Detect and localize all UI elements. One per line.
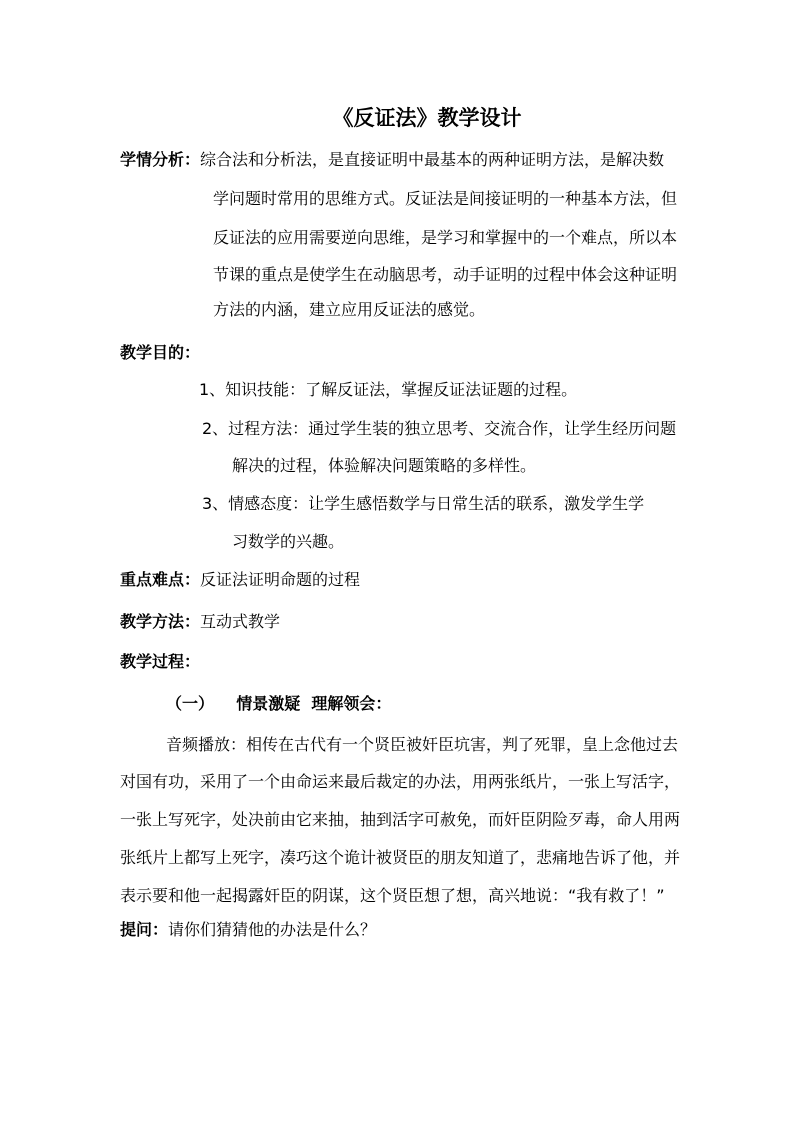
objective-3-line-2: 习数学的兴趣。 (232, 532, 345, 551)
document-title (0, 104, 794, 132)
student-analysis-line-2: 学问题时常用的思维方式。反证法是间接证明的一种基本方法，但 (213, 189, 678, 208)
objective-1-line-1: 1、知识技能：了解反证法，掌握反证法证题的过程。 (199, 380, 578, 399)
key-points-line (120, 570, 360, 590)
objectives-label: 教学目的： (120, 343, 201, 362)
student-analysis-line-1 (120, 150, 664, 170)
student-analysis-line-5: 方法的内涵，建立应用反证法的感觉。 (213, 300, 486, 319)
method-text: 互动式教学 (200, 612, 281, 631)
question-text: 请你们猜猜他的办法是什么？ (168, 920, 377, 939)
process-label: 教学过程： (120, 652, 201, 671)
method-label: 教学方法： (120, 612, 201, 631)
question-line (120, 920, 376, 940)
key-points-text: 反证法证明命题的过程 (200, 570, 361, 589)
process-paragraph-line-2: 对国有功，采用了一个由命运来最后裁定的办法，用两张纸片，一张上写活字， (120, 772, 681, 791)
process-paragraph-line-3: 一张上写死字，处决前由它来抽，抽到活字可赦免，而奸臣阴险歹毒，命人用两 (120, 810, 681, 829)
objective-2-line-1: 2、过程方法：通过学生装的独立思考、交流合作，让学生经历问题 (202, 419, 677, 438)
question-label: 提问： (120, 920, 169, 939)
process-section-heading: （一） 情景激疑 理解领会： (166, 694, 392, 713)
student-analysis-line-4: 节课的重点是使学生在动脑思考，动手证明的过程中体会这种证明 (213, 265, 678, 284)
objective-2-line-2: 解决的过程，体验解决问题策略的多样性。 (232, 456, 537, 475)
objective-3-line-1: 3、情感态度：让学生感悟数学与日常生活的联系，激发学生学 (202, 494, 645, 513)
student-analysis-text-1: 综合法和分析法，是直接证明中最基本的两种证明方法，是解决数 (200, 150, 665, 169)
process-paragraph-line-5: 表示要和他一起揭露奸臣的阴谋，这个贤臣想了想，高兴地说：“我有救了！” (120, 886, 665, 905)
process-paragraph-line-1: 音频播放：相传在古代有一个贤臣被奸臣坑害，判了死罪，皇上念他过去 (166, 735, 679, 754)
key-points-label: 重点难点： (120, 570, 201, 589)
document-title-text: 《反证法》教学设计 (332, 105, 522, 130)
student-analysis-line-3: 反证法的应用需要逆向思维，是学习和掌握中的一个难点，所以本 (213, 228, 678, 247)
method-line (120, 612, 280, 632)
process-paragraph-line-4: 张纸片上都写上死字，凑巧这个诡计被贤臣的朋友知道了，悲痛地告诉了他，并 (120, 848, 681, 867)
student-analysis-label: 学情分析： (120, 150, 201, 169)
